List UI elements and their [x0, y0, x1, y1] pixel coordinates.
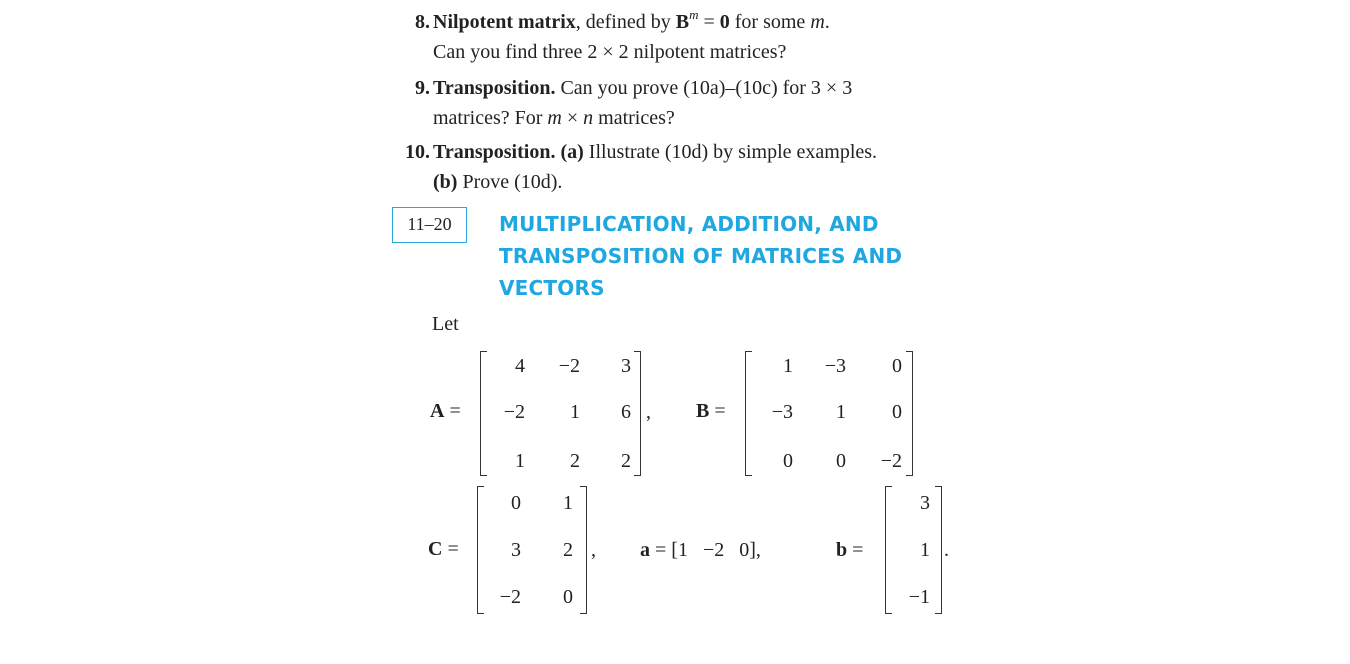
heading-line: TRANSPOSITION OF MATRICES AND: [499, 244, 903, 268]
problem-text: Can you prove (10a)–(10c) for 3 × 3: [555, 77, 853, 99]
matrix-symbol: A: [430, 400, 445, 422]
vector-cell: 3: [920, 492, 930, 514]
vector-symbol: a: [640, 539, 650, 561]
variable: n: [583, 107, 594, 129]
matrix-cell: 2: [563, 539, 573, 561]
vector-cell: 1: [920, 539, 930, 561]
problem-line: [433, 138, 877, 167]
problem-text: Prove (10d).: [457, 171, 563, 193]
zero-matrix: 0: [719, 11, 730, 33]
matrix-cell: 0: [892, 401, 902, 423]
matrix-cell: 1: [563, 492, 573, 514]
matrix-symbol: C: [428, 538, 443, 560]
matrix-cell: 3: [621, 355, 631, 377]
matrix-cell: 1: [836, 401, 846, 423]
section-heading: [499, 208, 902, 304]
punctuation: .: [944, 539, 949, 561]
problem-text: , defined by: [575, 11, 676, 33]
equals-sign: =: [447, 538, 459, 560]
matrix-label: [430, 400, 461, 423]
matrix-symbol: B: [675, 11, 690, 33]
matrix-cell: −3: [824, 355, 846, 377]
matrix-cell: 0: [783, 450, 793, 472]
variable: m: [547, 107, 562, 129]
problem-title: Transposition.: [433, 77, 556, 99]
problem-text: ×: [561, 107, 584, 129]
matrix-label: [696, 400, 726, 423]
problem-text: matrices?: [593, 107, 675, 129]
part-label: (a): [560, 141, 584, 163]
vector-label: [836, 539, 863, 562]
problem-range-box: 11–20: [392, 207, 467, 243]
problem-text: for some: [729, 11, 811, 33]
matrix-cell: 1: [570, 401, 580, 423]
problem-line: [433, 74, 852, 103]
problem-text: =: [698, 11, 720, 33]
problem-number: 9.: [415, 77, 430, 99]
matrix-cell: 0: [836, 450, 846, 472]
exponent: m: [689, 7, 699, 22]
right-bracket: [580, 486, 587, 614]
vector-symbol: b: [836, 539, 848, 561]
matrix-symbol: B: [696, 400, 710, 422]
equals-sign: =: [449, 400, 461, 422]
matrix-cell: −2: [558, 355, 580, 377]
matrix-cell: 1: [515, 450, 525, 472]
matrix-label: [428, 538, 459, 561]
matrix-cell: 0: [563, 586, 573, 608]
matrix-cell: 3: [511, 539, 521, 561]
heading-line: MULTIPLICATION, ADDITION, AND: [499, 212, 879, 236]
left-bracket: [745, 351, 752, 476]
problem-line: [433, 104, 675, 133]
equals-sign: =: [852, 539, 864, 561]
problem-line: [433, 168, 562, 197]
variable: m: [810, 11, 825, 33]
vector-row-expression: [640, 539, 761, 562]
matrix-cell: 2: [570, 450, 580, 472]
matrix-cell: 1: [783, 355, 793, 377]
problem-number: 8.: [415, 11, 430, 33]
punctuation: ,: [646, 401, 651, 423]
problem-title: Transposition.: [433, 141, 556, 163]
vector-values: = [1 −2 0],: [655, 539, 761, 561]
problem-title: Nilpotent matrix: [433, 11, 576, 33]
problem-line: [433, 8, 830, 37]
right-bracket: [634, 351, 641, 476]
problem-number: 10.: [405, 141, 430, 163]
problem-text: .: [824, 11, 830, 33]
right-bracket: [935, 486, 942, 614]
heading-line: VECTORS: [499, 276, 605, 300]
part-label: (b): [433, 171, 458, 193]
problem-line: Can you find three 2 × 2 nilpotent matrices?: [433, 41, 787, 63]
problem-text: matrices? For: [433, 107, 548, 129]
let-text: Let: [432, 313, 459, 335]
matrix-cell: −2: [880, 450, 902, 472]
equals-sign: =: [714, 400, 726, 422]
matrix-cell: −3: [771, 401, 793, 423]
punctuation: ,: [591, 539, 596, 561]
matrix-cell: 6: [621, 401, 631, 423]
vector-cell: −1: [908, 586, 930, 608]
matrix-cell: −2: [503, 401, 525, 423]
matrix-cell: 2: [621, 450, 631, 472]
matrix-cell: 4: [515, 355, 525, 377]
matrix-cell: −2: [499, 586, 521, 608]
problem-text: Illustrate (10d) by simple examples.: [583, 141, 878, 163]
right-bracket: [906, 351, 913, 476]
matrix-cell: 0: [892, 355, 902, 377]
matrix-cell: 0: [511, 492, 521, 514]
